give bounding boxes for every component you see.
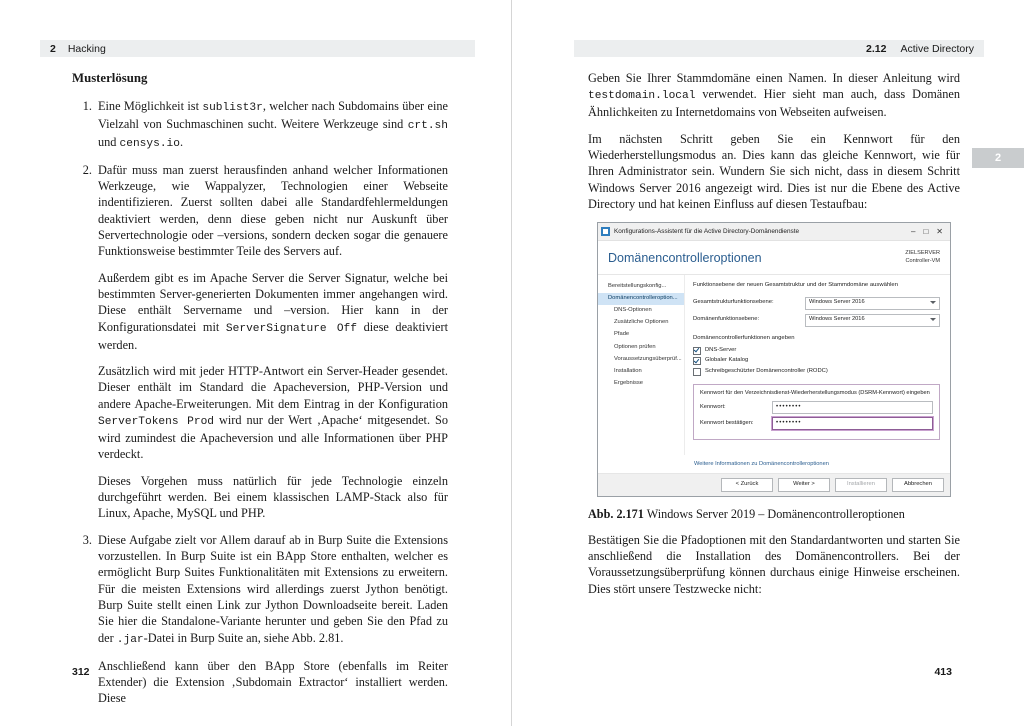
content-lead-text: Funktionsebene der neuen Gesamtstruktur und der Stammdomäne auswählen [693, 281, 898, 288]
wizard-step-selected[interactable]: Domänencontrolleroption... [598, 293, 684, 305]
checkbox-icon[interactable] [693, 347, 701, 355]
list-item-text: Diese Aufgabe zielt vor Allem darauf ab in Burp Suite die Extensions vorzustellen. In Burp Suite ist ein BApp Store enthalten, welcher es ermöglicht Burp Suites Funktionalitäten mit Extensions zu erweitern. Für die meisten Extensions wird allerdings zuerst Jython benötigt. Burp Suite stellt einen Link zur Jython Downloadseite bereit. Laden Sie hier die Standalone-Variante herunter und geben Sie den Pfad zu der .jar-Datei in Burp Suite an, siehe Abb. 2.81. [98, 532, 448, 646]
inline-code: ServerTokens Prod [98, 416, 215, 429]
window-controls [911, 228, 947, 236]
chevron-down-icon [930, 318, 936, 321]
forest-functional-level-row [693, 297, 940, 310]
paragraph: Anschließend kann über den BApp Store (ebenfalls im Reiter Extender) die Extension ‚Subdomain Extractor‘ installiert werden. Diese [98, 658, 448, 706]
chapter-thumb-tab: 2 [972, 148, 1024, 168]
running-head-chapter-title: Hacking [67, 42, 106, 55]
inline-code: testdomain.local [588, 90, 696, 103]
domain-functional-level-label: Domänenfunktionsebene: [693, 316, 760, 323]
list-item [72, 532, 448, 707]
page-number-left: 312 [72, 666, 90, 678]
window-body [598, 241, 950, 495]
wizard-step[interactable]: Installation [614, 367, 642, 374]
password-label: Kennwort: [700, 403, 726, 410]
wizard-step[interactable]: DNS-Optionen [614, 307, 652, 314]
running-head-chapter-number: 2 [50, 42, 56, 55]
password-row [700, 401, 933, 414]
page-right [512, 0, 1024, 726]
chevron-down-icon [930, 301, 936, 304]
running-head-left [40, 40, 475, 57]
running-head-section-number: 2.12 [866, 42, 887, 55]
more-info-link[interactable]: Weitere Informationen zu Domänencontrolleroptionen [694, 460, 829, 467]
wizard-step[interactable]: Bereitstellungskonfig... [608, 283, 667, 290]
list-item [72, 162, 448, 522]
paragraph: Außerdem gibt es im Apache Server die Server Signatur, welche bei bestimmten Server-generierten Dokumenten immer angehangen wird. Diese enthält Servername und –version. Hier kann in der Konfigurationsdatei mit ServerSignature Off diese deaktiviert werden. [98, 270, 449, 352]
inline-code: sublist3r [202, 102, 263, 115]
inline-code: crt.sh [407, 119, 448, 132]
checkbox-icon[interactable] [693, 357, 701, 365]
figure-label: Abb. 2.171 [588, 506, 644, 521]
checkbox-label: DNS-Server [705, 346, 737, 353]
domain-functional-level-row [693, 314, 940, 327]
cancel-button[interactable]: Abbrechen [892, 478, 944, 492]
target-server-value: Controller-VM [905, 257, 940, 264]
forest-functional-level-value: Windows Server 2016 [809, 299, 865, 306]
back-button[interactable]: < Zurück [721, 478, 773, 492]
dialog-header [598, 241, 950, 275]
numbered-list [72, 98, 448, 707]
inline-code: censys.io [119, 137, 180, 150]
window-titlebar [598, 223, 950, 241]
checkbox-label: Schreibgeschützter Domänencontroller (RODC) [705, 367, 828, 374]
figure-caption-text: Windows Server 2019 – Domänencontrolleroptionen [646, 506, 905, 521]
list-marker: 1. [82, 99, 92, 114]
wizard-step[interactable]: Pfade [614, 331, 630, 338]
running-head-right [574, 40, 984, 57]
windows-dialog [597, 222, 951, 496]
figure-windows-server-screenshot [588, 222, 960, 521]
paragraph: Geben Sie Ihrer Stammdomäne einen Namen. In dieser Anleitung wird testdomain.local verwendet. Hier sieht man auch, dass Domänen Ähnlichkeiten zu Internetdomains von Webseiten aufweisen. [588, 71, 960, 120]
install-button: Installieren [835, 478, 887, 492]
dsrm-password-group [693, 384, 940, 441]
wizard-steps-nav [598, 275, 684, 455]
list-marker: 3. [82, 532, 92, 547]
forest-functional-level-label: Gesamtstrukturfunktionsebene: [693, 299, 774, 306]
paragraph: Im nächsten Schritt geben Sie ein Kennwort für den Wiederherstellungsmodus an. Dies kann das gleiche Kennwort, wie für Ihren Administrator sein. Wundern Sie sich nicht, dass in diesem Schritt Windows Server 2016 angezeigt wird. Dies ist nur die Ebene des Active Directory und hat keinen Einfluss auf diesen Testaufbau: [588, 131, 960, 211]
checkbox-row-dns-server[interactable] [693, 347, 940, 355]
password-confirm-input[interactable]: •••••••• [772, 417, 933, 430]
inline-code: ServerSignature Off [225, 322, 357, 335]
target-server-info [905, 250, 940, 265]
inline-code: .jar [116, 633, 144, 646]
capabilities-title: Domänencontrollerfunktionen angeben [693, 334, 795, 341]
dialog-heading: Domänencontrolleroptionen [608, 251, 762, 266]
wizard-step[interactable]: Voraussetzungsüberprüf... [614, 355, 682, 362]
subhead-musterloesung: Musterlösung [72, 71, 148, 85]
paragraph: Dieses Vorgehen muss natürlich für jede Technologie einzeln durchgeführt werden. Bei einem klassischen LAMP-Stack also für Linux, Apache, MySQL und PHP. [98, 473, 448, 521]
checkbox-row-global-catalog[interactable] [693, 357, 940, 365]
paragraph: Bestätigen Sie die Pfadoptionen mit den Standardantworten und starten Sie anschließend die Installation des Domänencontrollers. Bei der Voraussetzungsüberprüfung können durchaus einige Hinweise erscheinen. Dies stört unsere Testzwecke nicht: [588, 532, 960, 596]
right-text-column [588, 70, 960, 607]
dialog-main [598, 275, 950, 455]
minimize-icon[interactable]: – [911, 226, 916, 236]
password-confirm-label: Kennwort bestätigen: [700, 419, 754, 426]
running-head-section-title: Active Directory [900, 42, 974, 55]
target-server-label: ZIELSERVER [905, 250, 940, 257]
paragraph: Zusätzlich wird mit jeder HTTP-Antwort ein Server-Header gesendet. Dieser enthält im Standard die Apacheversion, PHP-Version und andere Apache-Erweiterungen. Mit dem Eintrag in der Konfiguration ServerTokens Prod wird nur der Wert ‚Apache‘ mitgesendet. So wird zumindest die Apacheversion und alle Informationen über PHP verdeckt. [98, 364, 448, 462]
list-item [72, 98, 448, 152]
password-confirm-row [700, 417, 933, 430]
password-input[interactable]: •••••••• [772, 401, 933, 414]
forest-functional-level-select[interactable] [805, 297, 940, 310]
list-item-text: Eine Möglichkeit ist sublist3r, welcher nach Subdomains über eine Vielzahl von Suchmaschinen sucht. Weitere Werkzeuge sind crt.sh und censys.io. [98, 99, 448, 150]
next-button[interactable]: Weiter > [778, 478, 830, 492]
app-icon [601, 227, 610, 236]
domain-functional-level-select[interactable] [805, 314, 940, 327]
dialog-footer [598, 473, 950, 496]
figure-caption [588, 506, 960, 522]
list-item-text: Dafür muss man zuerst herausfinden anhand welcher Informationen Werkzeuge, wie Wappalyzer, Technologien einer Webseite indentifizieren. Zuerst sollten dabei alle Standardfehlermeldungen deaktiviert werden, denn diese geben nicht nur Auskunft über Servertechnologie oder –versions, sondern decken sogar die genauere Funktionsweise bestimmter Teile des Servers auf. [98, 162, 448, 259]
domain-functional-level-value: Windows Server 2016 [809, 316, 865, 323]
maximize-icon[interactable]: □ [923, 226, 929, 236]
checkbox-label: Globaler Katalog [705, 357, 749, 364]
page-number-right: 413 [934, 666, 952, 678]
list-marker: 2. [82, 162, 92, 177]
wizard-step[interactable]: Zusätzliche Optionen [614, 319, 669, 326]
close-icon[interactable]: ✕ [936, 226, 943, 236]
checkbox-icon[interactable] [693, 368, 701, 376]
checkbox-row-rodc[interactable] [693, 368, 940, 376]
wizard-step[interactable]: Ergebnisse [614, 379, 644, 386]
dialog-content [684, 275, 950, 455]
left-text-column [72, 70, 448, 717]
wizard-step[interactable]: Optionen prüfen [614, 343, 656, 350]
dsrm-password-lead: Kennwort für den Verzeichnisdienst-Wiederherstellungsmodus (DSRM-Kennwort) eingeben [700, 389, 930, 396]
window-title: Konfigurations-Assistent für die Active Directory-Domänendienste [614, 227, 800, 235]
